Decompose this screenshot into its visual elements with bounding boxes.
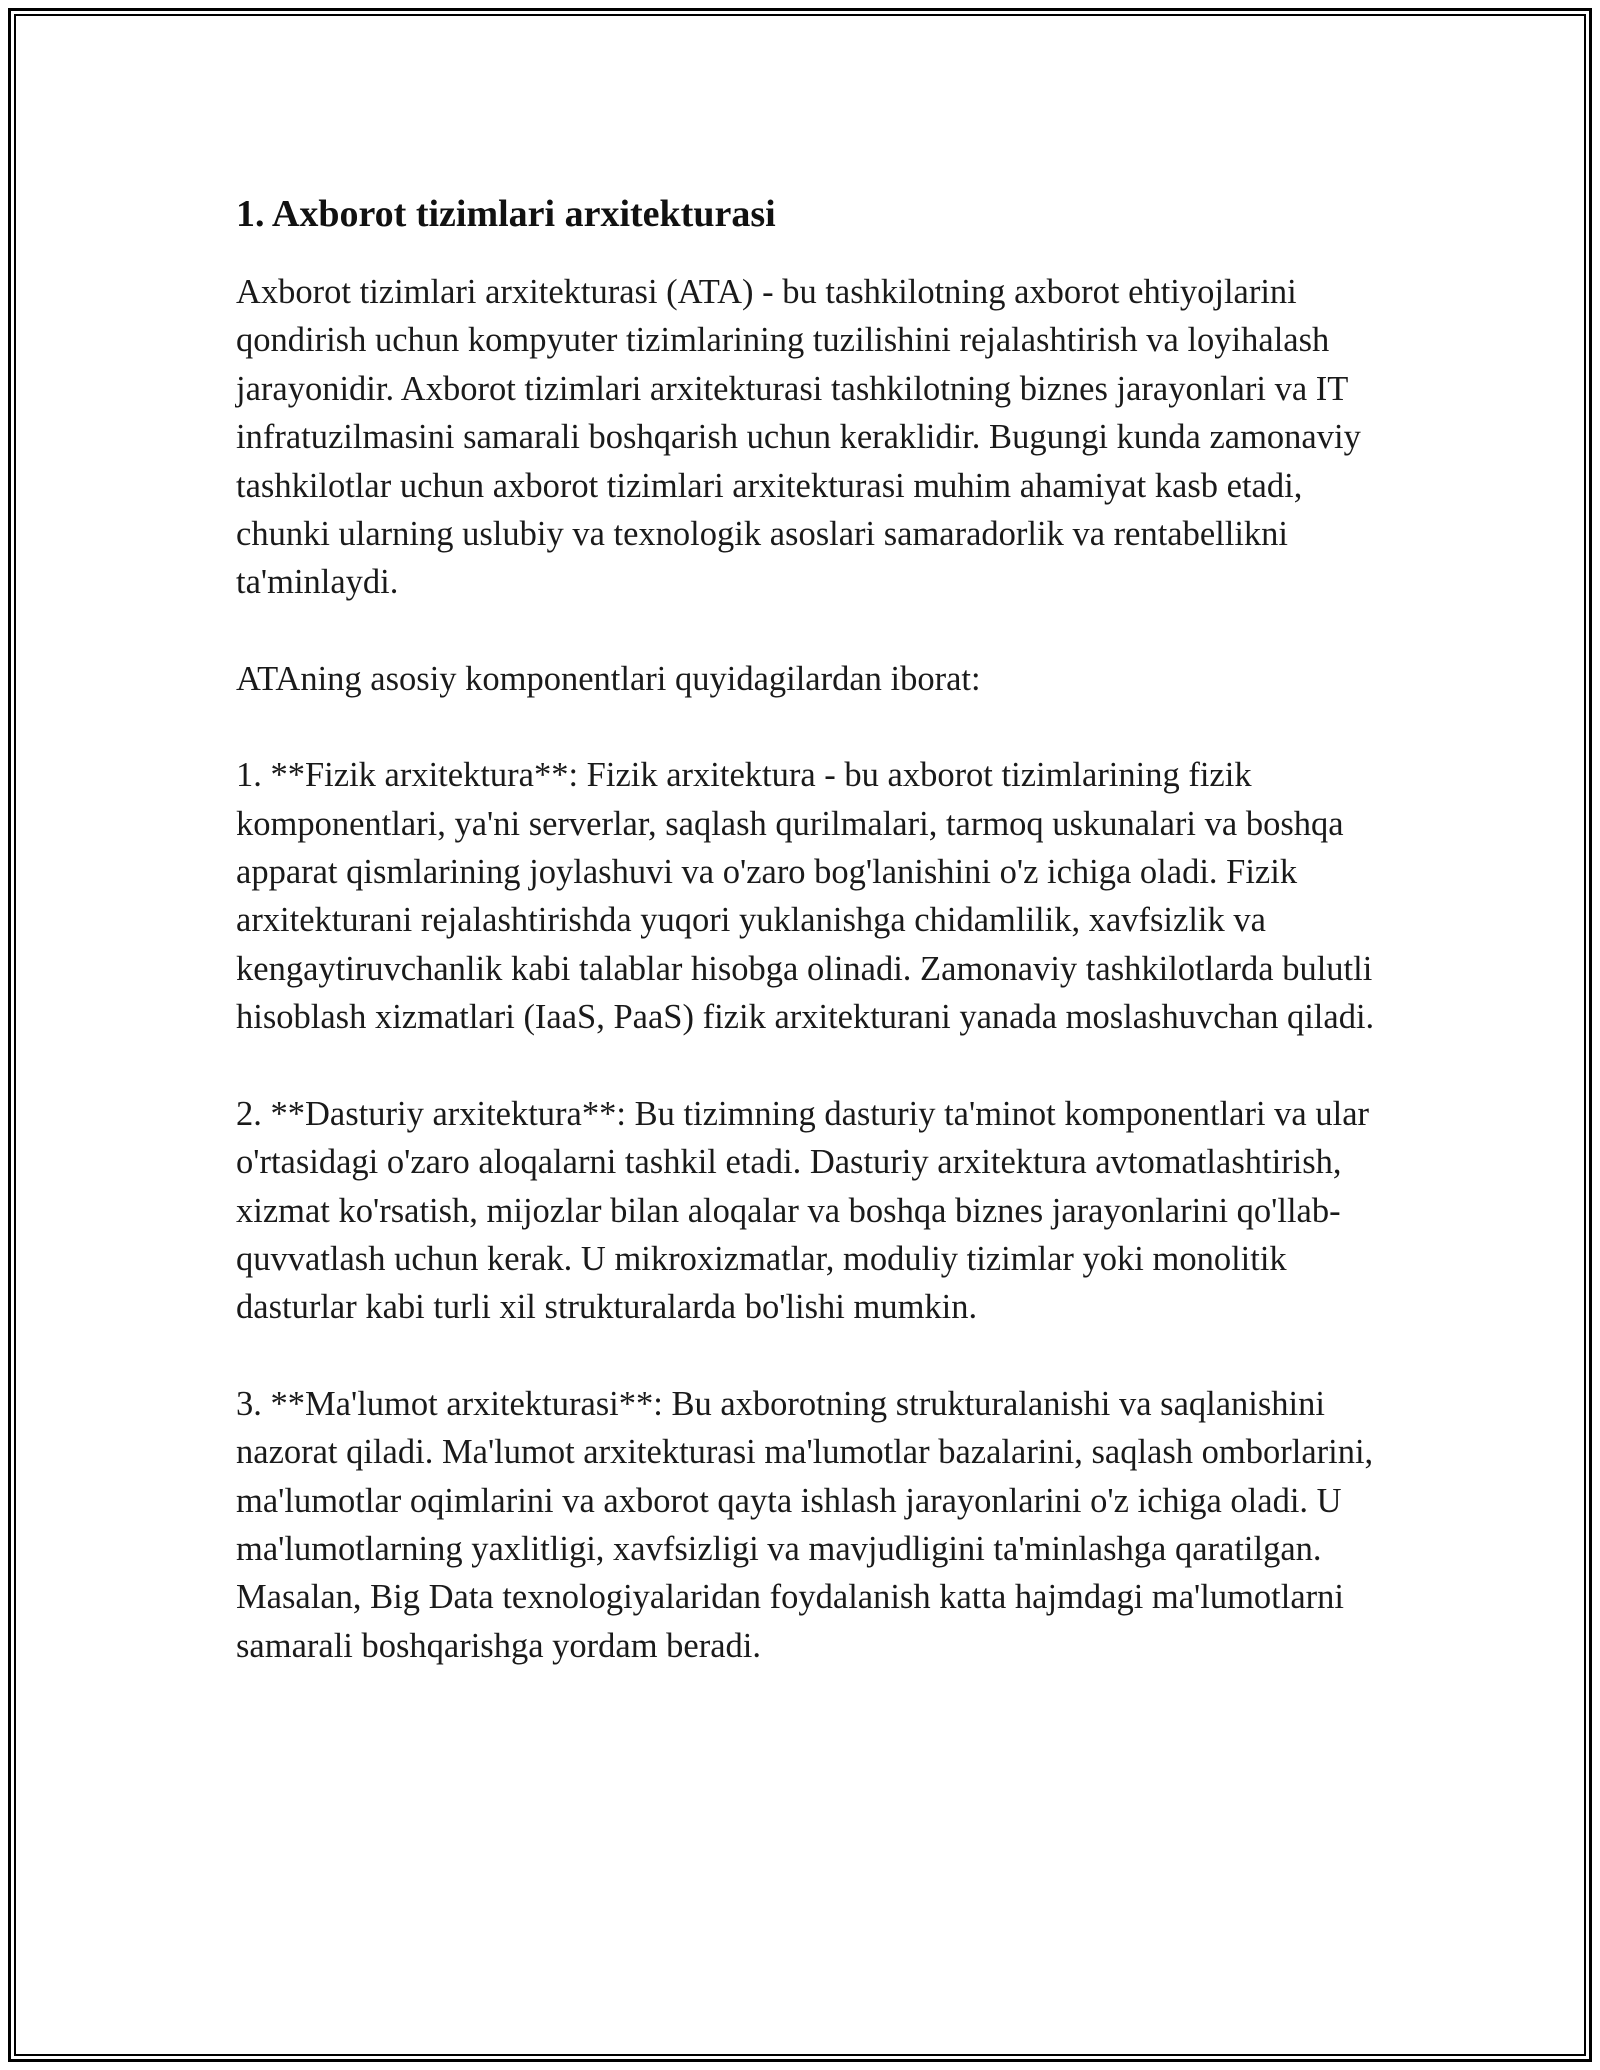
physical-architecture-paragraph: 1. **Fizik arxitektura**: Fizik arxitektura - bu axborot tizimlarining fizik komponentlari, ya'ni serverlar, saqlash qurilmalari, tarmoq uskunalari va boshqa apparat qismlarining joylashuvi va o'zaro bog'lanishini o'z ichiga oladi. Fizik arxitekturani rejalashtirishda yuqori yuklanishga chidamlilik, xavfsizlik va kengaytiruvchanlik kabi talablar hisobga olinadi. Zamonaviy tashkilotlarda bulutli hisoblash xizmatlari (IaaS, PaaS) fizik arxitekturani yanada moslashuvchan qiladi.	[236, 756, 1375, 1037]
section-heading: 1. Axborot tizimlari arxitekturasi	[236, 193, 776, 235]
data-architecture-paragraph: 3. **Ma'lumot arxitekturasi**: Bu axborotning strukturalanishi va saqlanishini nazorat qiladi. Ma'lumot arxitekturasi ma'lumotlar bazalarini, saqlash omborlarini, ma'lumotlar oqimlarini va axborot qayta ishlash jarayonlarini o'z ichiga oladi. U ma'lumotlarning yaxlitligi, xavfsizligi va mavjudligini ta'minlashga qaratilgan. Masalan, Big Data texnologiyalaridan foydalanish katta hajmdagi ma'lumotlarni samarali boshqarishga yordam beradi.	[236, 1384, 1374, 1665]
software-architecture-paragraph: 2. **Dasturiy arxitektura**: Bu tizimning dasturiy ta'minot komponentlari va ular o'rtasidagi o'zaro aloqalarni tashkil etadi. Dasturiy arxitektura avtomatlashtirish, xizmat ko'rsatish, mijozlar bilan aloqalar va boshqa biznes jarayonlarini qo'llab-quvvatlash uchun kerak. U mikroxizmatlar, moduliy tizimlar yoki monolitik dasturlar kabi turli xil strukturalarda bo'lishi mumkin.	[236, 1094, 1369, 1327]
components-intro-paragraph: ATAning asosiy komponentlari quyidagilardan iborat:	[236, 659, 981, 698]
document-body	[236, 186, 1376, 1718]
intro-paragraph: Axborot tizimlari arxitekturasi (ATA) - bu tashkilotning axborot ehtiyojlarini qondirish uchun kompyuter tizimlarining tuzilishini rejalashtirish va loyihalash jarayonidir. Axborot tizimlari arxitekturasi tashkilotning biznes jarayonlari va IT infratuzilmasini samarali boshqarish uchun keraklidir. Bugungi kunda zamonaviy tashkilotlar uchun axborot tizimlari arxitekturasi muhim ahamiyat kasb etadi, chunki ularning uslubiy va texnologik asoslari samaradorlik va rentabellikni ta'minlaydi.	[236, 273, 1361, 602]
